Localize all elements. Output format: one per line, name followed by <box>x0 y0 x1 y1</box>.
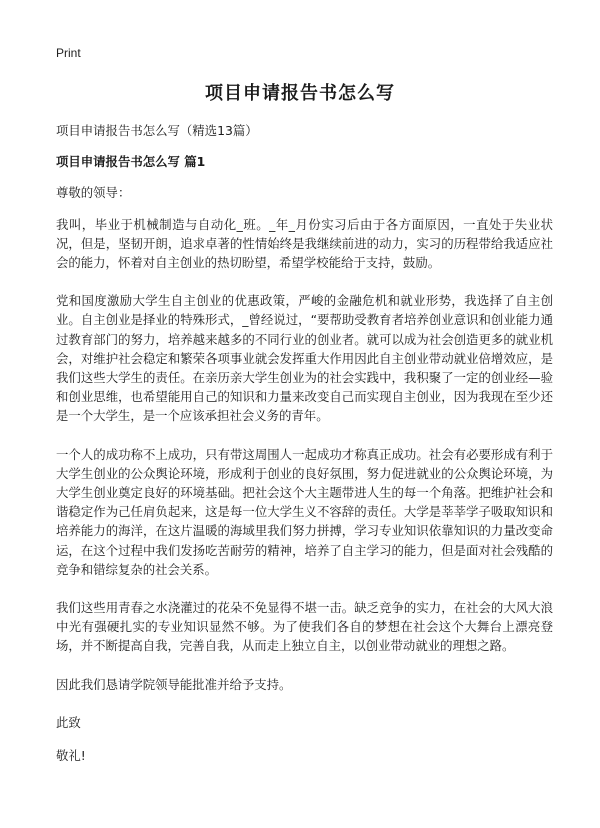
document-body <box>56 121 553 779</box>
page-title: 项目申请报告书怎么写 <box>205 83 395 104</box>
body-paragraph: 因此我们恳请学院领导能批准并给予支持。 <box>56 676 292 692</box>
document-subtitle: 项目申请报告书怎么写（精选13篇） <box>56 123 258 138</box>
body-paragraph: 一个人的成功称不上成功，只有带这周围人一起成功才称真正成功。社会有必要形成有利于大学生创业的公众舆论环境，形成利于创业的良好氛围，努力促进就业的公众舆论环境，为大学生创业奠定良好的环境基础。把社会这个大主题带进人生的每一个角落。把维护社会和谐稳定作为己任肩负起来，这是每一位大学生义不容辞的责任。大学是莘莘学子吸取知识和培养能力的海洋，在这片温暖的海域里我们努力拼搏，学习专业知识依靠知识的力量改变命运，在这个过程中我们发扬吃苦耐劳的精神，培养了自主学习的能力，但是面对社会残酷的竞争和错综复杂的社会关系。 <box>56 446 553 577</box>
body-paragraph: 我们这些用青春之水浇灌过的花朵不免显得不堪一击。缺乏竞争的实力，在社会的大风大浪中光有强硬扎实的专业知识显然不够。为了使我们各自的梦想在社会这个大舞台上漂亮登场，并不断提高自我，完善自我，从而走上独立自主，以创业带动就业的理想之路。 <box>56 600 553 654</box>
regards-line: 敬礼! <box>56 748 86 764</box>
body-paragraph: 党和国度激励大学生自主创业的优惠政策，严峻的金融危机和就业形势，我选择了自主创业。自主创业是择业的特殊形式，_曾经说过，“要帮助受教育者培养创业意识和创业能力通过教育部门的努力，培养越来越多的不同行业的创业者。就可以成为社会创造更多的就业机会，对维护社会稳定和繁荣各项事业就会发挥重大作用因此自主创业带动就业倍增效应，是我们这些大学生的责任。在亲历亲大学生创业为的社会实践中，我积聚了一定的创业经—验和创业思维，也希望能用自己的知识和力量来改变自己而实现自主创业，因为我现在至少还是一个大学生，是一个应该承担社会义务的青年。 <box>56 293 553 424</box>
section-heading: 项目申请报告书怎么写 篇1 <box>56 154 206 170</box>
print-link[interactable]: Print <box>56 46 81 60</box>
body-paragraph: 我叫，毕业于机械制造与自动化_班。_年_月份实习后由于各方面原因，一直处于失业状况，但是，坚韧开朗，追求卓著的性情始终是我继续前进的动力，实习的历程带给我适应社会的能力，怀着对自主创业的热切盼望，希望学校能给于支持，鼓励。 <box>56 216 553 271</box>
salutation: 尊敬的领导： <box>56 185 131 201</box>
closing-line: 此致 <box>56 714 81 730</box>
